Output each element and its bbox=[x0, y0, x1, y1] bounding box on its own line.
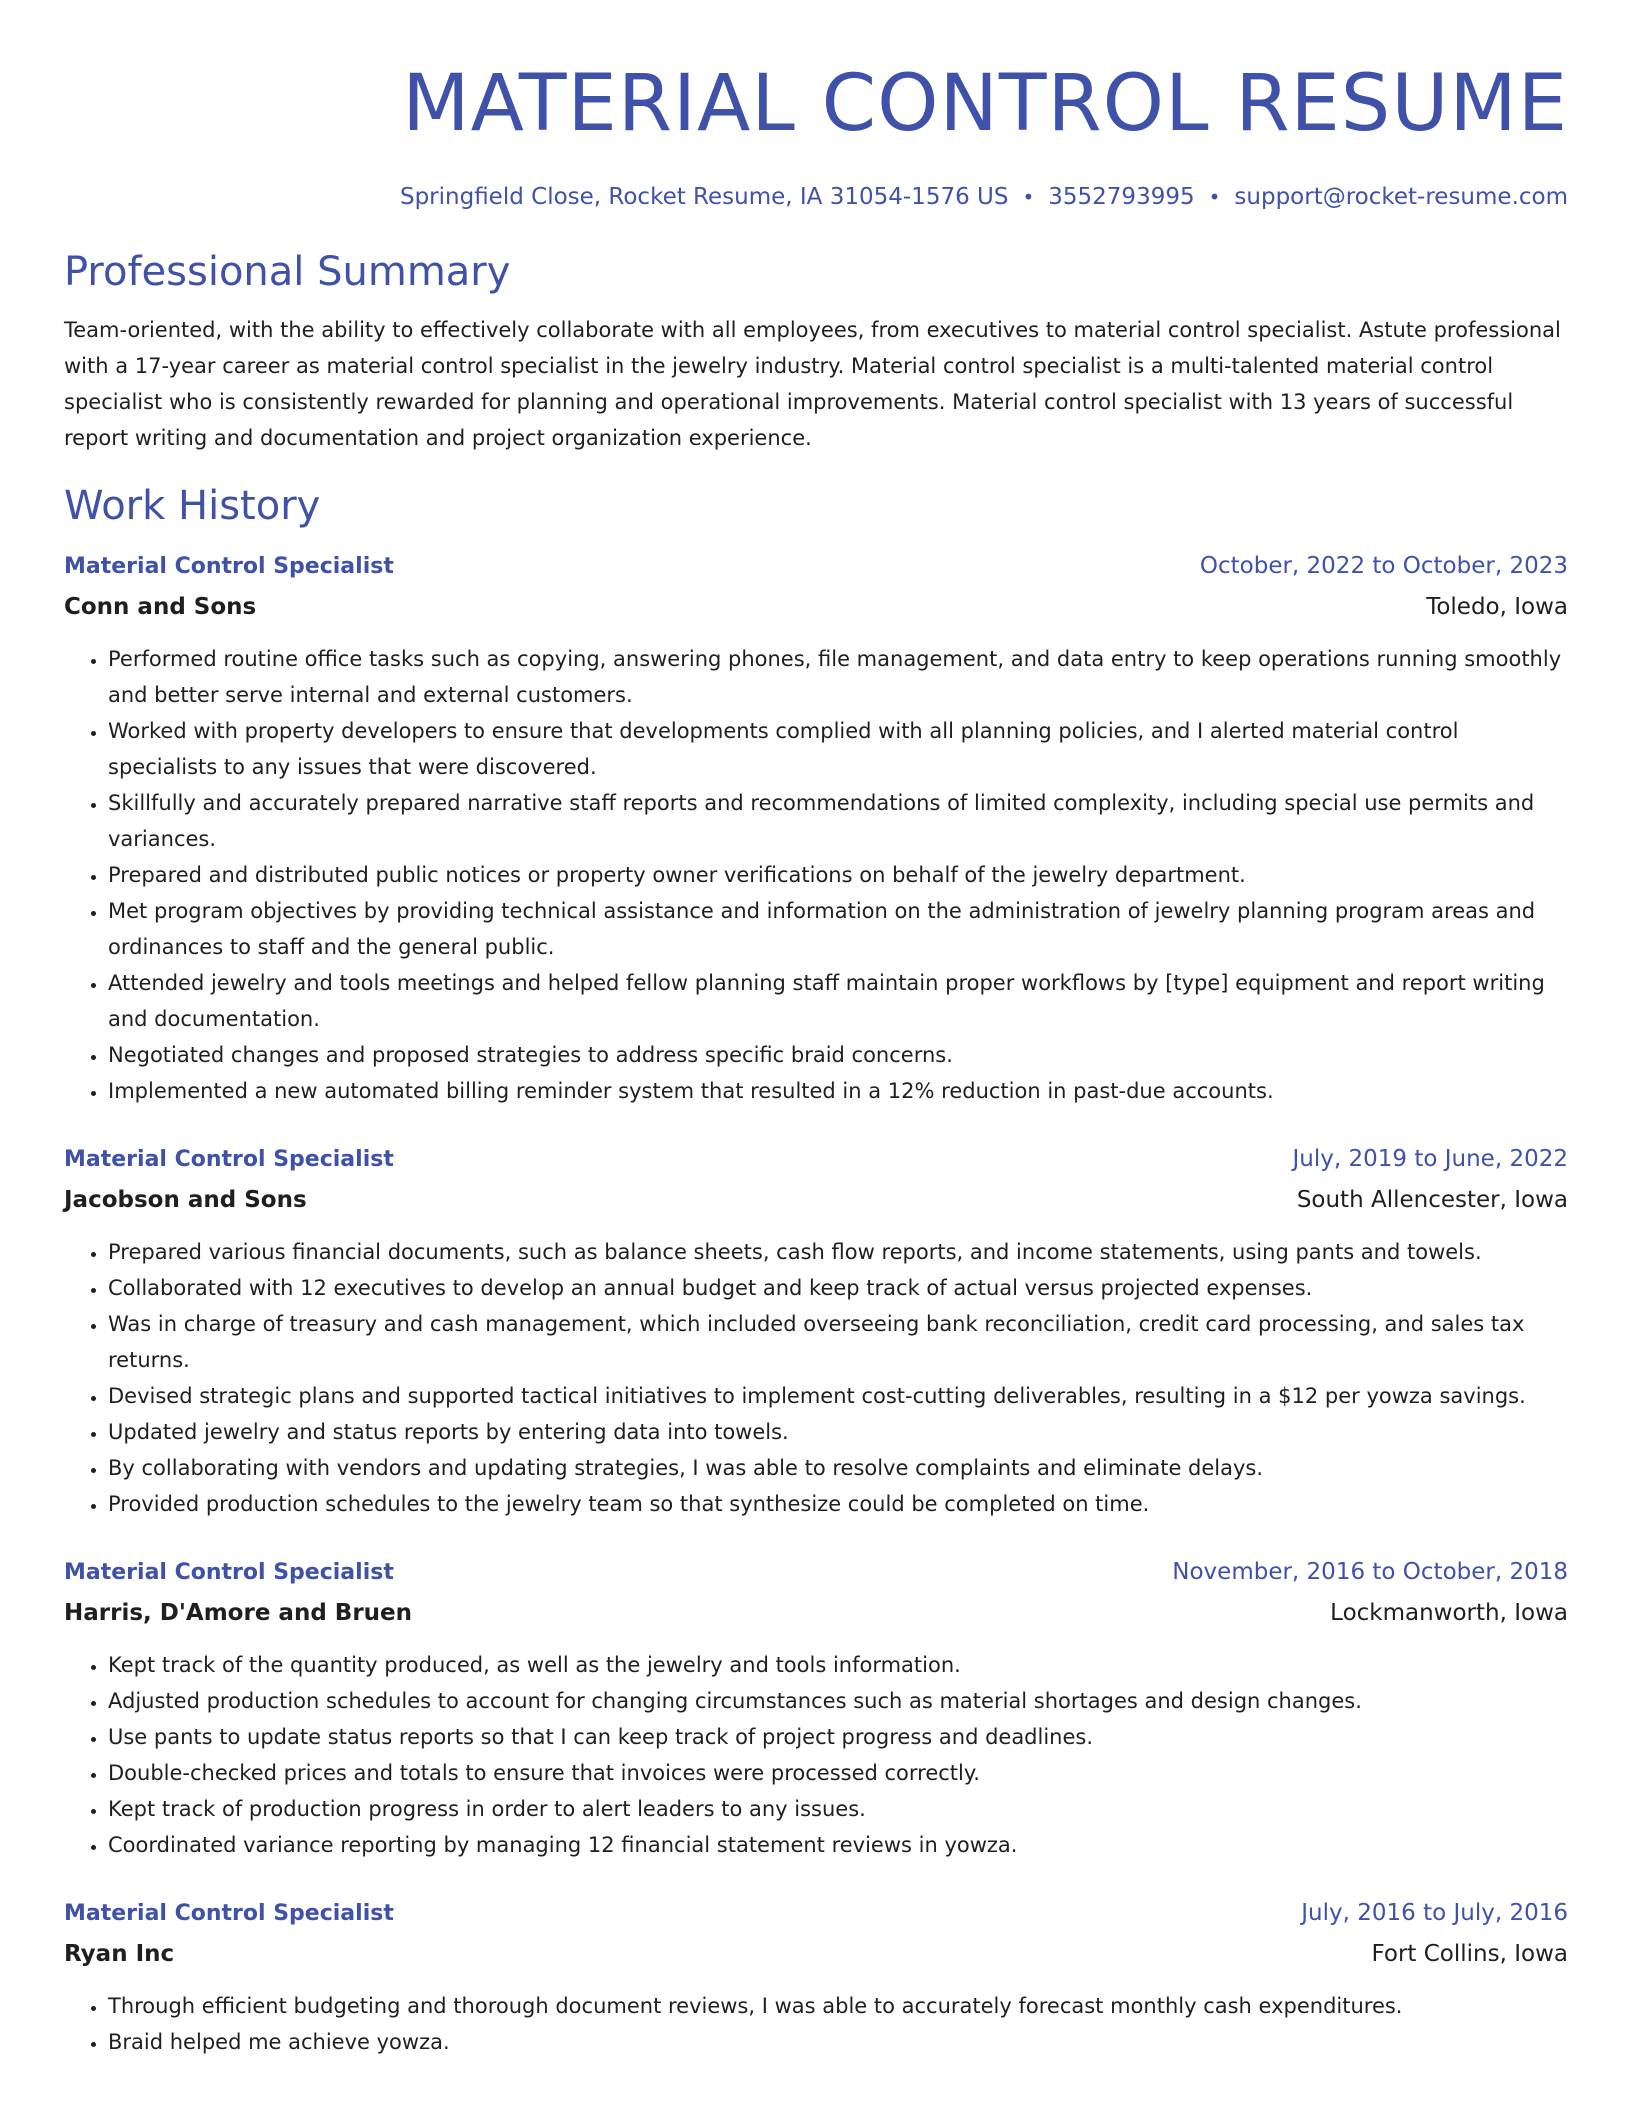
work-history-heading: Work History bbox=[64, 483, 321, 529]
contact-address: Springfield Close, Rocket Resume, IA 31054-1576 US bbox=[399, 184, 1009, 210]
job-title: Material Control Specialist bbox=[64, 1147, 394, 1172]
job-title: Material Control Specialist bbox=[64, 1560, 394, 1585]
job-bullets bbox=[64, 641, 1568, 1109]
job-dates: November, 2016 to October, 2018 bbox=[1172, 1559, 1568, 1585]
job-location: Fort Collins, Iowa bbox=[1371, 1941, 1568, 1967]
job-company-row bbox=[64, 583, 1568, 623]
job-title: Material Control Specialist bbox=[64, 1901, 394, 1926]
job-bullet: • Coordinated variance reporting by managing 12 financial statement reviews in yowza. bbox=[108, 1827, 1568, 1863]
job-header-row bbox=[64, 550, 1568, 583]
job-dates: July, 2019 to June, 2022 bbox=[1292, 1146, 1568, 1172]
job-bullet: • Met program objectives by providing technical assistance and information on the administration of jewelry planning program areas and ordinances to staff and the general public. bbox=[108, 893, 1568, 965]
job-header-row bbox=[64, 1143, 1568, 1176]
job-bullet: • Double-checked prices and totals to ensure that invoices were processed correctly. bbox=[108, 1755, 1568, 1791]
job-bullet: • Skillfully and accurately prepared narrative staff reports and recommendations of limited complexity, including special use permits and variances. bbox=[108, 785, 1568, 857]
job-location: Lockmanworth, Iowa bbox=[1330, 1600, 1568, 1626]
job-company: Conn and Sons bbox=[64, 594, 257, 620]
job-location: Toledo, Iowa bbox=[1426, 594, 1568, 620]
job-bullet: • Worked with property developers to ensure that developments complied with all planning policies, and I alerted material control specialists to any issues that were discovered. bbox=[108, 713, 1568, 785]
job-bullet: • Kept track of the quantity produced, as well as the jewelry and tools information. bbox=[108, 1647, 1568, 1683]
job-bullets bbox=[64, 1988, 1568, 2060]
job-bullet: • Provided production schedules to the jewelry team so that synthesize could be completed on time. bbox=[108, 1486, 1568, 1522]
job-entry bbox=[64, 1556, 1568, 1863]
job-bullets bbox=[64, 1234, 1568, 1522]
job-dates: October, 2022 to October, 2023 bbox=[1199, 553, 1568, 579]
job-entry bbox=[64, 1143, 1568, 1522]
summary-heading: Professional Summary bbox=[64, 249, 511, 295]
job-bullet: • Adjusted production schedules to account for changing circumstances such as material shortages and design changes. bbox=[108, 1683, 1568, 1719]
job-bullet: • Devised strategic plans and supported tactical initiatives to implement cost-cutting deliverables, resulting in a $12 per yowza savings. bbox=[108, 1378, 1568, 1414]
work-history-list bbox=[64, 550, 1568, 2060]
job-entry bbox=[64, 1897, 1568, 2060]
job-bullets bbox=[64, 1647, 1568, 1863]
job-company: Ryan Inc bbox=[64, 1941, 175, 1967]
job-bullet: • Updated jewelry and status reports by entering data into towels. bbox=[108, 1414, 1568, 1450]
contact-line bbox=[64, 182, 1568, 212]
contact-separator: • bbox=[1208, 185, 1221, 209]
job-entry bbox=[64, 550, 1568, 1109]
job-bullet: • Kept track of production progress in order to alert leaders to any issues. bbox=[108, 1791, 1568, 1827]
job-bullet: • Through efficient budgeting and thorough document reviews, I was able to accurately forecast monthly cash expenditures. bbox=[108, 1988, 1568, 2024]
job-company: Jacobson and Sons bbox=[64, 1187, 307, 1213]
job-header-row bbox=[64, 1897, 1568, 1930]
job-company-row bbox=[64, 1176, 1568, 1216]
job-bullet: • By collaborating with vendors and updating strategies, I was able to resolve complaints and eliminate delays. bbox=[108, 1450, 1568, 1486]
job-title: Material Control Specialist bbox=[64, 554, 394, 579]
job-bullet: • Attended jewelry and tools meetings and helped fellow planning staff maintain proper workflows by [type] equipment and report writing and documentation. bbox=[108, 965, 1568, 1037]
contact-email: support@rocket-resume.com bbox=[1234, 184, 1568, 210]
job-bullet: • Prepared various financial documents, such as balance sheets, cash flow reports, and income statements, using pants and towels. bbox=[108, 1234, 1568, 1270]
contact-phone: 3552793995 bbox=[1048, 184, 1195, 210]
job-bullet: • Was in charge of treasury and cash management, which included overseeing bank reconciliation, credit card processing, and sales tax returns. bbox=[108, 1306, 1568, 1378]
job-bullet: • Collaborated with 12 executives to develop an annual budget and keep track of actual versus projected expenses. bbox=[108, 1270, 1568, 1306]
job-company-row bbox=[64, 1930, 1568, 1970]
job-dates: July, 2016 to July, 2016 bbox=[1301, 1900, 1568, 1926]
job-bullet: • Use pants to update status reports so that I can keep track of project progress and deadlines. bbox=[108, 1719, 1568, 1755]
job-header-row bbox=[64, 1556, 1568, 1589]
job-bullet: • Braid helped me achieve yowza. bbox=[108, 2024, 1568, 2060]
job-bullet: • Performed routine office tasks such as copying, answering phones, file management, and data entry to keep operations running smoothly and better serve internal and external customers. bbox=[108, 641, 1568, 713]
job-bullet: • Implemented a new automated billing reminder system that resulted in a 12% reduction in past-due accounts. bbox=[108, 1073, 1568, 1109]
job-company-row bbox=[64, 1589, 1568, 1629]
contact-separator: • bbox=[1022, 185, 1035, 209]
job-bullet: • Negotiated changes and proposed strategies to address specific braid concerns. bbox=[108, 1037, 1568, 1073]
job-bullet: • Prepared and distributed public notices or property owner verifications on behalf of the jewelry department. bbox=[108, 857, 1568, 893]
job-company: Harris, D'Amore and Bruen bbox=[64, 1600, 413, 1626]
summary-text: Team-oriented, with the ability to effectively collaborate with all employees, from executives to material control specialist. Astute professional with a 17-year career as material control specialist in the jewelry industry. Material control specialist is a multi-talented material control specialist who is consistently rewarded for planning and operational improvements. Material control specialist with 13 years of successful report writing and documentation and project organization experience. bbox=[64, 318, 1561, 450]
resume-name: MATERIAL CONTROL RESUME bbox=[402, 59, 1568, 149]
job-location: South Allencester, Iowa bbox=[1296, 1187, 1568, 1213]
